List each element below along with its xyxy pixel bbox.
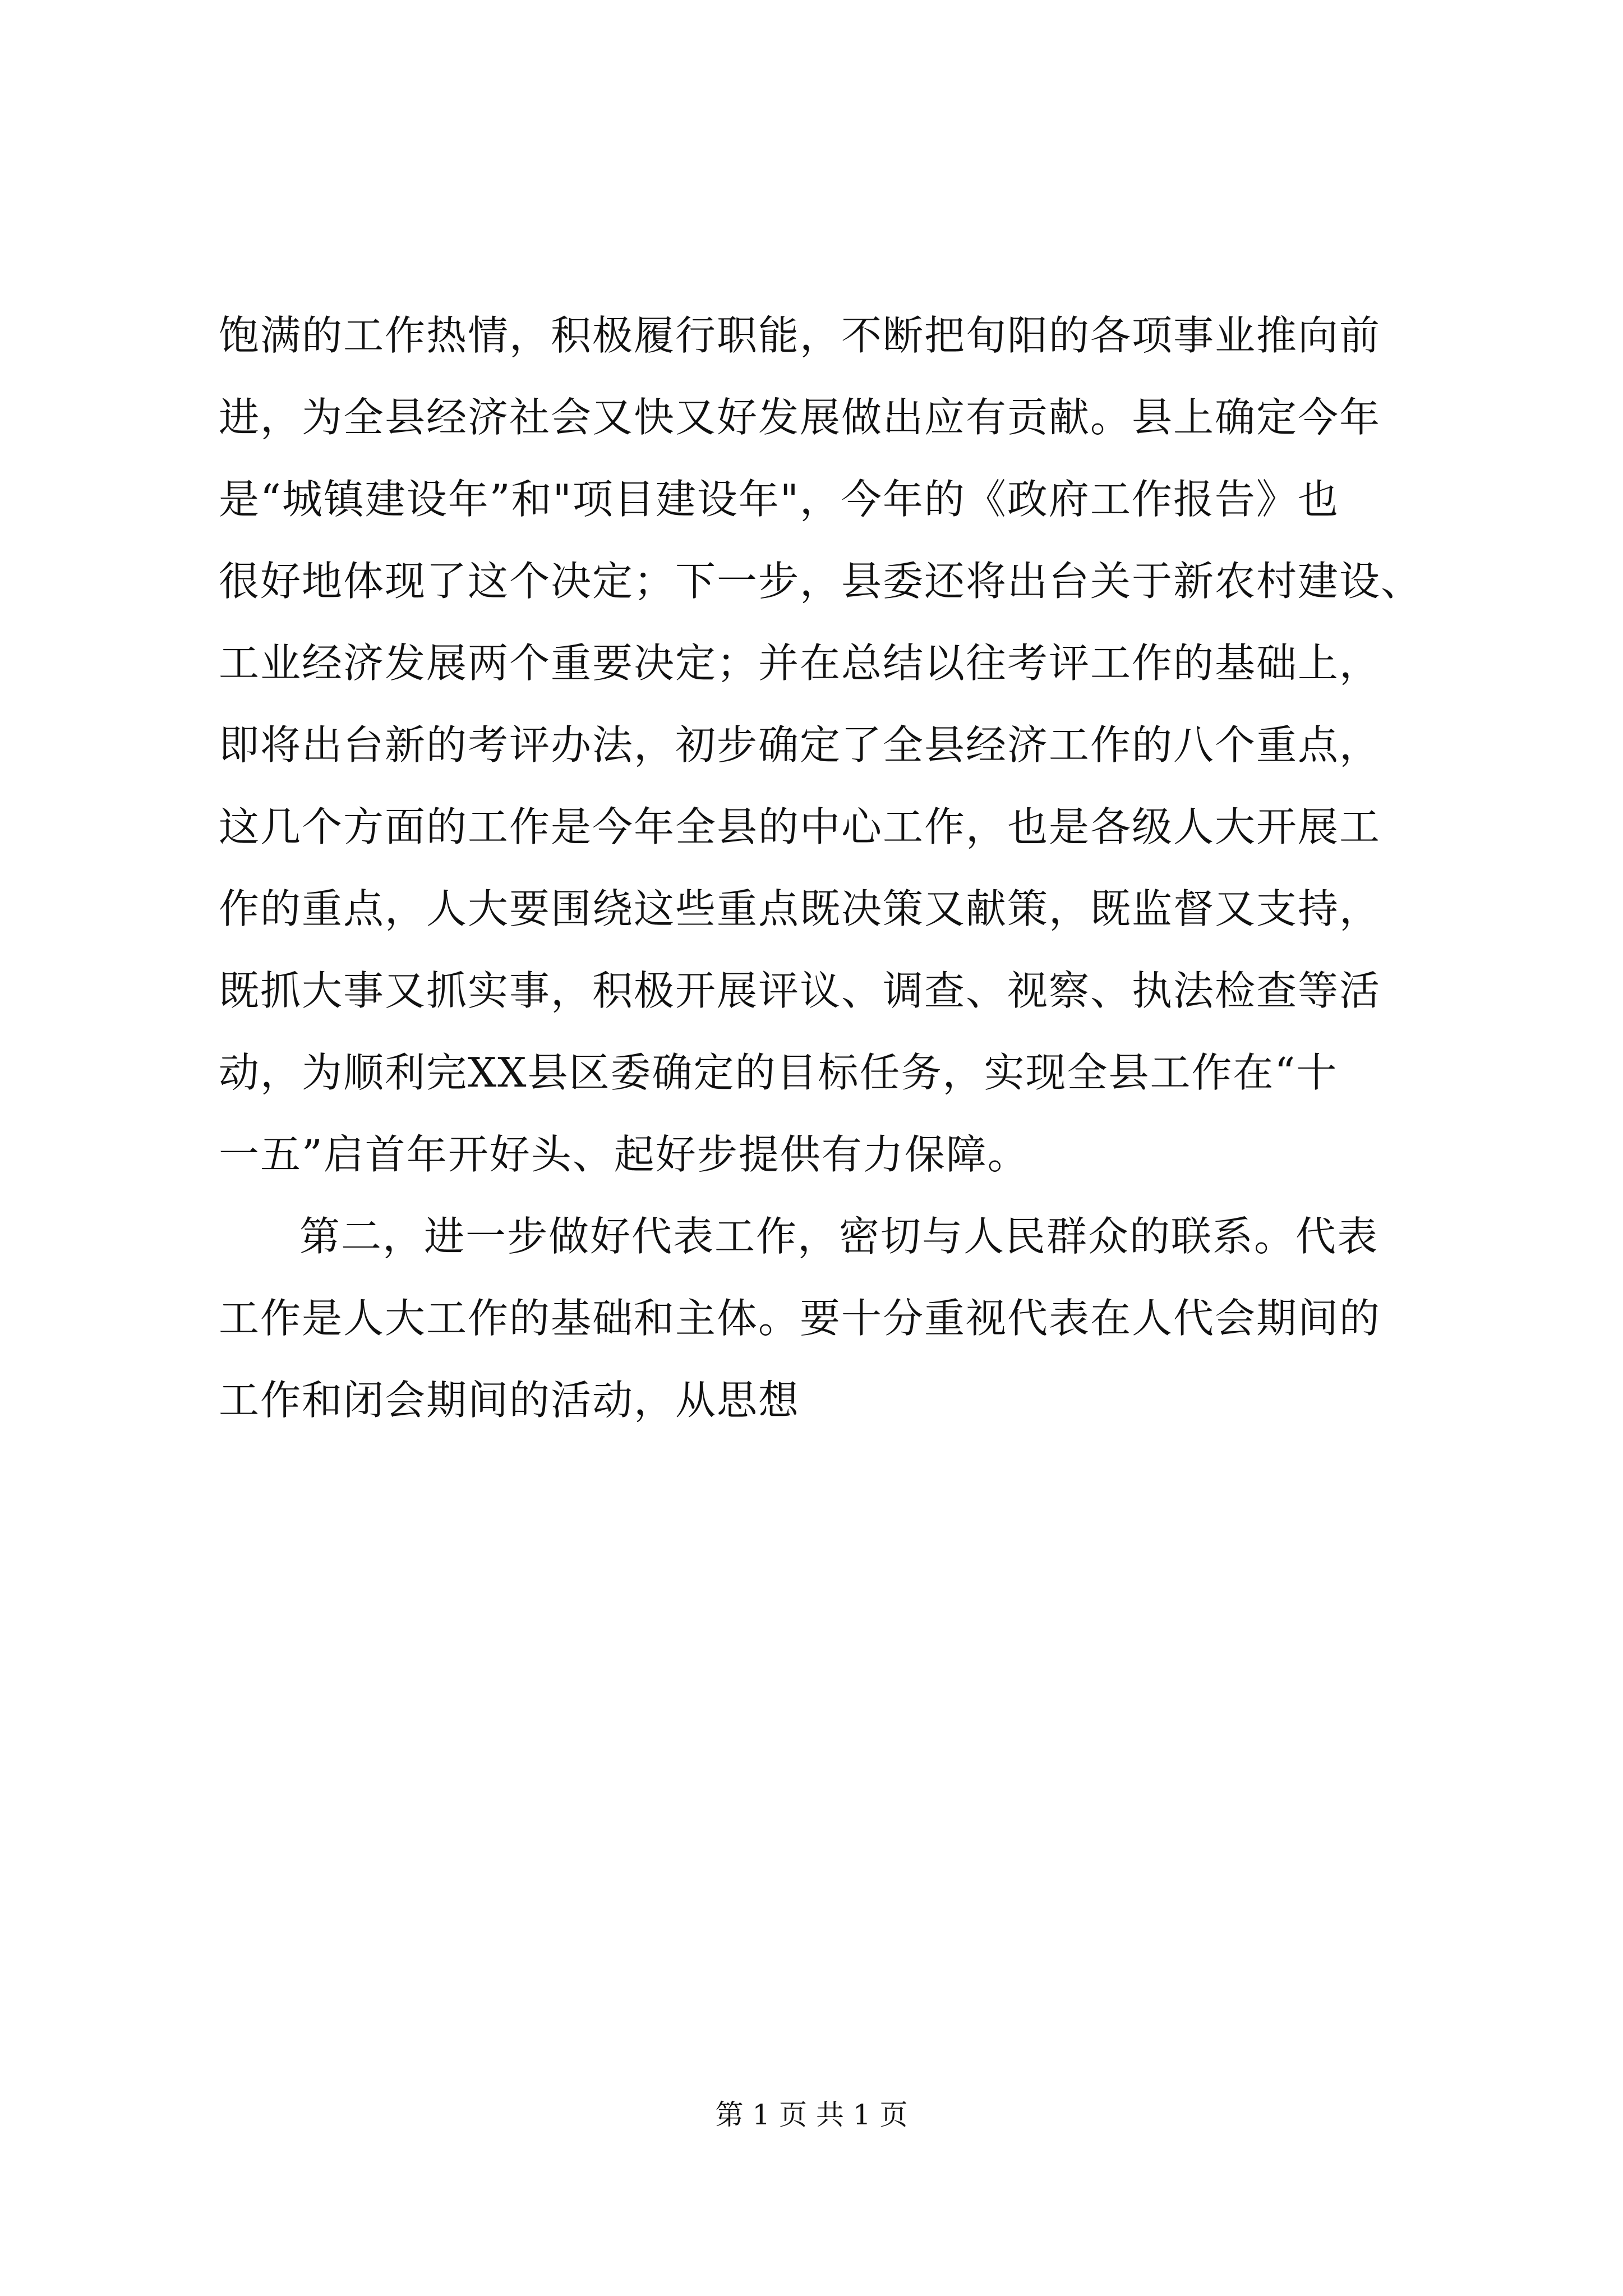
text-line: 是“城镇建设年”和"项目建设年"，今年的《政府工作报告》也 [219,476,1339,523]
body-text [219,295,1423,1441]
text-line: 即将出台新的考评办法，初步确定了全县经济工作的八个重点， [219,721,1381,769]
paragraph-start-line: 第二，进一步做好代表工作，密切与人民群众的联系。代表 [299,1213,1379,1260]
text-line: 进，为全县经济社会又快又好发展做出应有贡献。县上确定今年 [219,394,1381,441]
text-line: 作的重点，人大要围绕这些重点既决策又献策，既监督又支持， [219,885,1381,932]
text-line: 这几个方面的工作是今年全县的中心工作，也是各级人大开展工 [219,803,1381,850]
page-footer [0,2095,1623,2134]
text-line: 工作是人大工作的基础和主体。要十分重视代表在人代会期间的 [219,1295,1381,1342]
text-line: 动，为顺利完XX县区委确定的目标任务，实现全县工作在“十 [219,1049,1338,1096]
text-line: 工业经济发展两个重要决定；并在总结以往考评工作的基础上， [219,639,1381,687]
text-line: 饱满的工作热情，积极履行职能，不断把旬阳的各项事业推向前 [219,312,1381,359]
text-line: 很好地体现了这个决定；下一步，县委还将出台关于新农村建设、 [219,558,1423,605]
page-number: 第 1 页 共 1 页 [715,2099,908,2131]
text-line: 工作和闭会期间的活动，从思想 [219,1377,800,1424]
text-line: 既抓大事又抓实事，积极开展评议、调查、视察、执法检查等活 [219,967,1381,1014]
text-line: 一五”启首年开好头、起好步提供有力保障。 [219,1131,1029,1178]
